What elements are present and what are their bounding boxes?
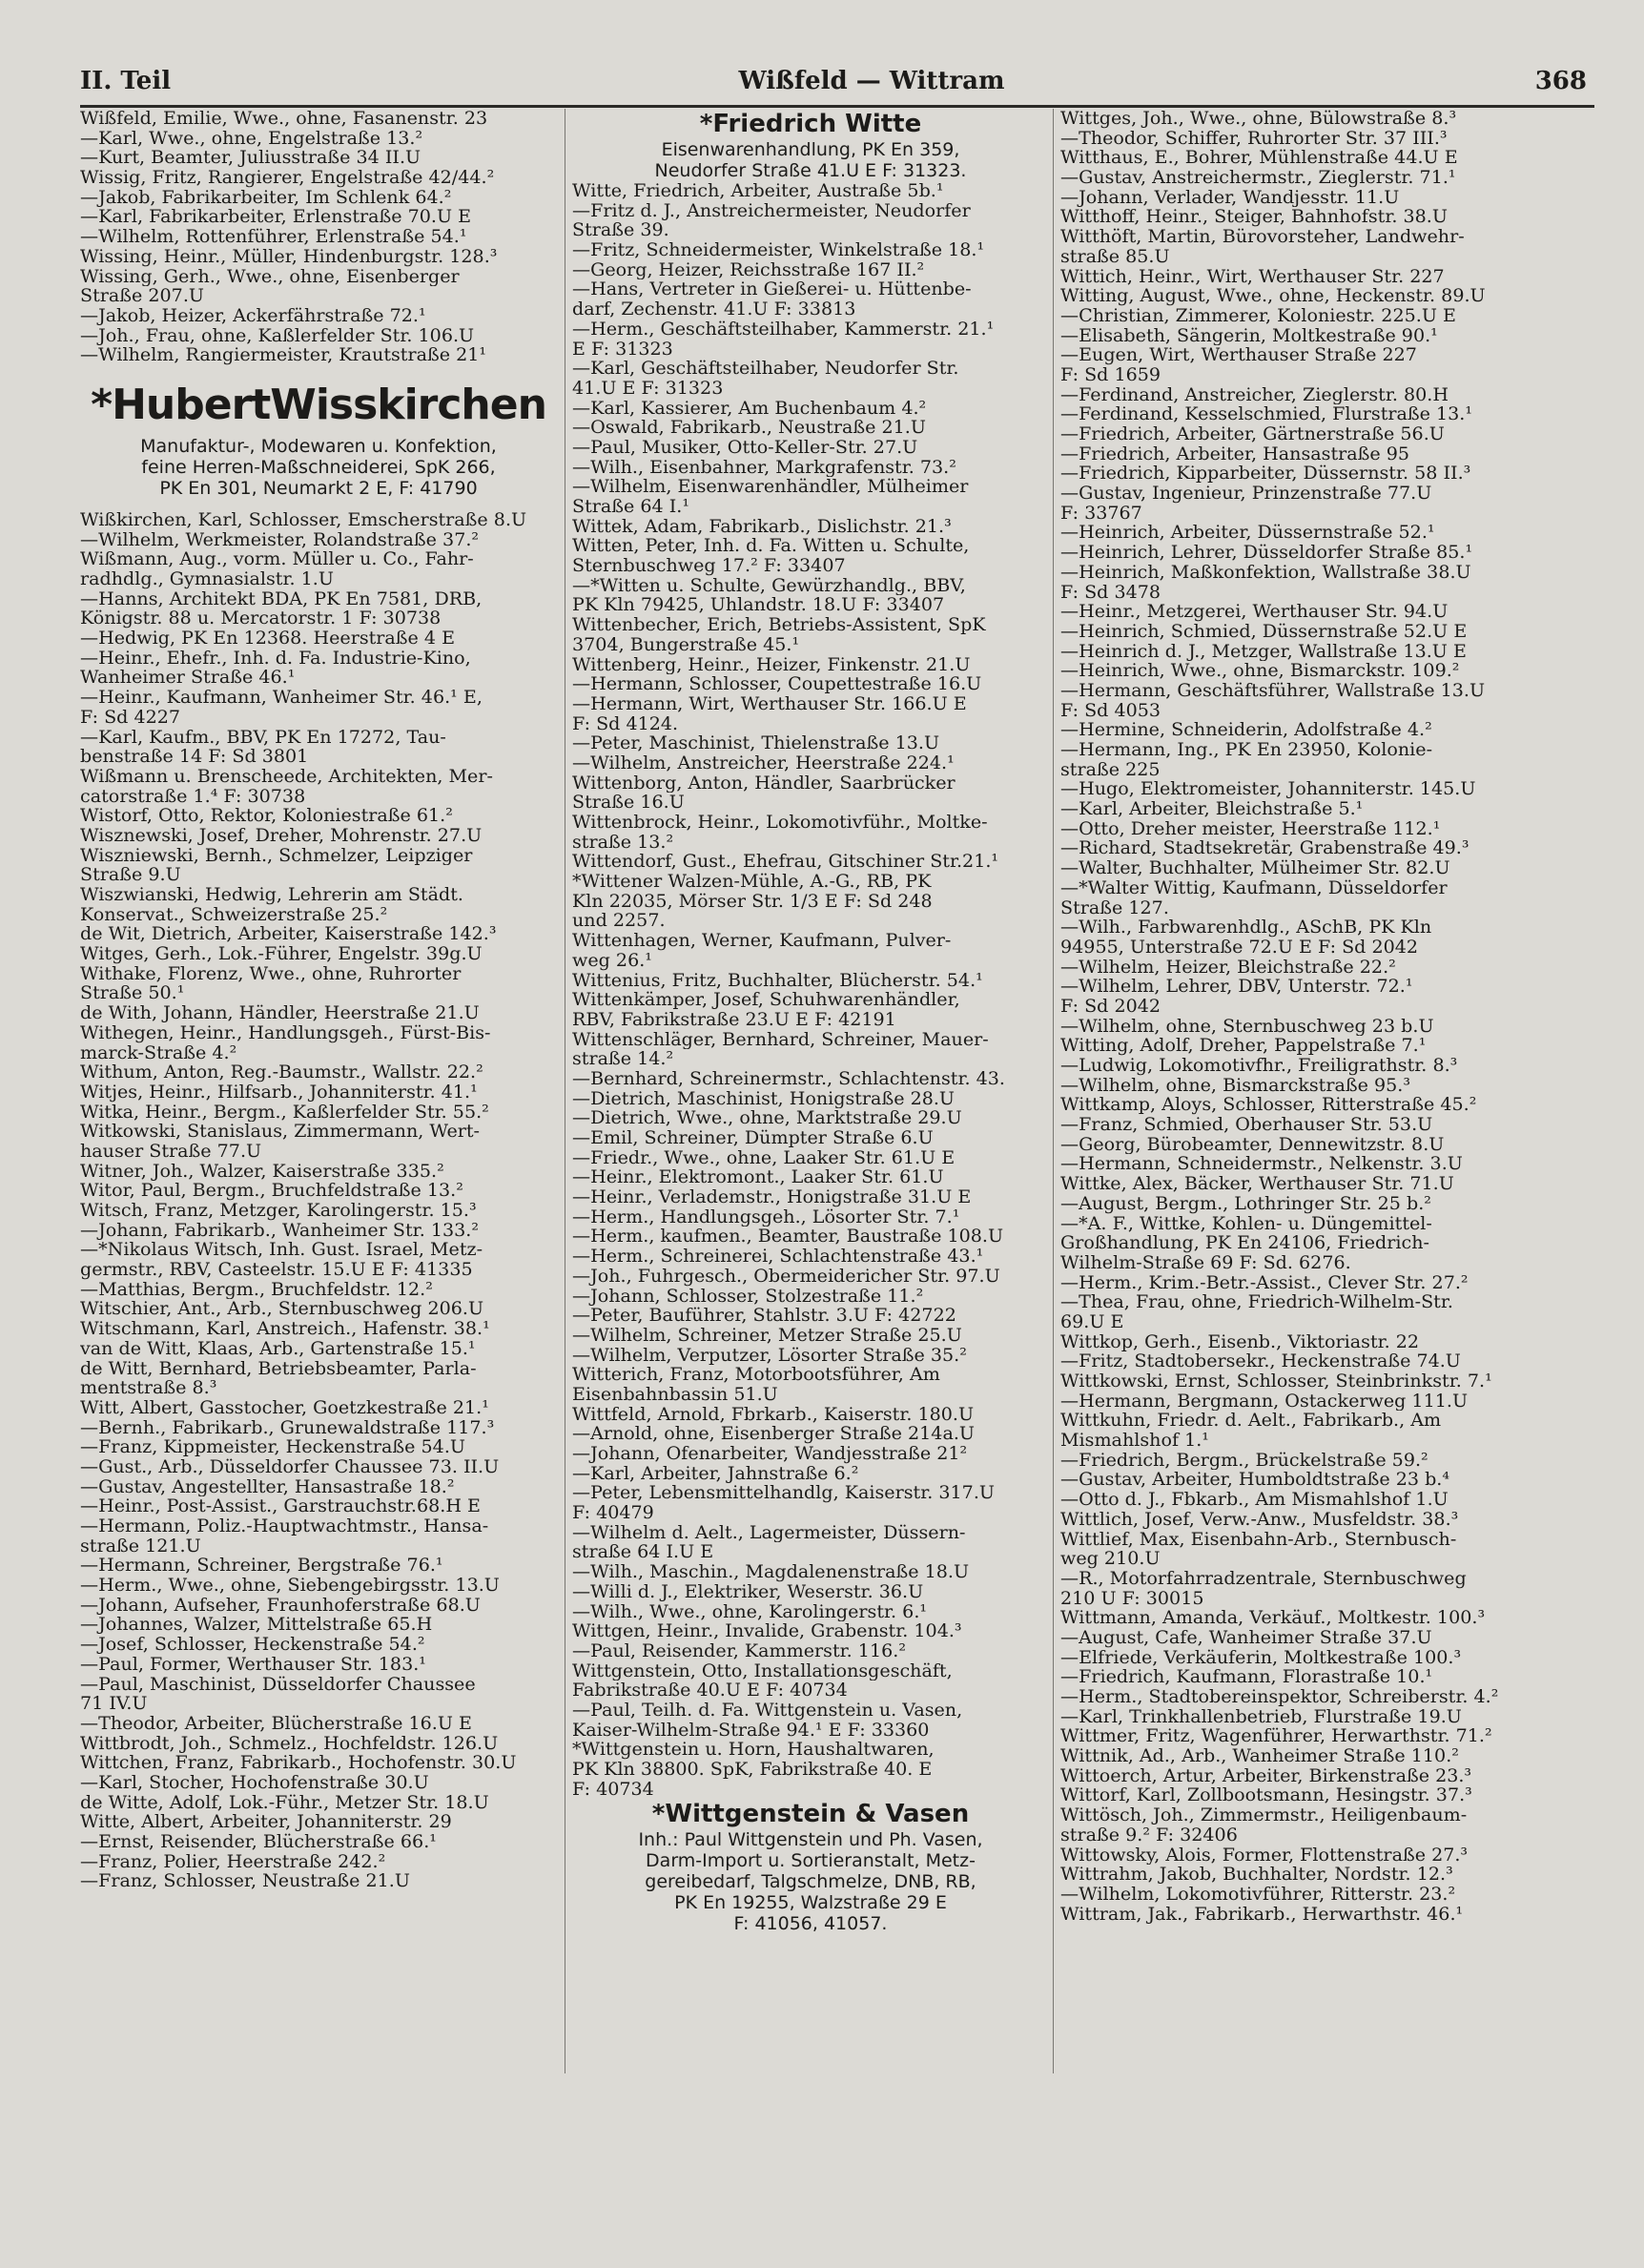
directory-entry-line: 3704, Bungerstraße 45.¹ bbox=[572, 634, 800, 655]
directory-entry-line: —Heinrich d. J., Metzger, Wallstraße 13.U E bbox=[1060, 641, 1467, 662]
directory-entry-line: Witterich, Franz, Motorbootsführer, Am bbox=[572, 1365, 940, 1385]
directory-entry-line: —Johann, Fabrikarb., Wanheimer Str. 133.² bbox=[80, 1220, 480, 1241]
directory-entry-line: —Johann, Schlosser, Stolzestraße 11.² bbox=[572, 1286, 924, 1307]
directory-entry-line: straße 13.² bbox=[572, 832, 674, 853]
directory-entry-line: —Paul, Former, Werthauser Str. 183.¹ bbox=[80, 1654, 426, 1675]
directory-entry-line: Witges, Gerh., Lok.-Führer, Engelstr. 39g.U bbox=[80, 944, 483, 964]
directory-entry-line: Witthöft, Martin, Bürovorsteher, Landwehr- bbox=[1060, 227, 1465, 247]
directory-entry-line: straße 9.² F: 32406 bbox=[1060, 1825, 1238, 1845]
directory-entry-line: —Gustav, Arbeiter, Humboldtstraße 23 b.⁴ bbox=[1060, 1470, 1450, 1491]
directory-entry-line: —Wilhelm, ohne, Bismarckstraße 95.³ bbox=[1060, 1075, 1411, 1096]
directory-entry-line: Straße 39. bbox=[572, 220, 669, 241]
directory-entry-line: Witting, August, Wwe., ohne, Heckenstr. 89.U bbox=[1060, 286, 1486, 306]
directory-entry-line: Withake, Florenz, Wwe., ohne, Ruhrorter bbox=[80, 963, 462, 984]
directory-entry-line: —Karl, Wwe., ohne, Engelstraße 13.² bbox=[80, 128, 423, 149]
directory-entry-line: —Karl, Fabrikarbeiter, Erlenstraße 70.U E bbox=[80, 207, 472, 228]
directory-entry-line: —Hermann, Geschäftsführer, Wallstraße 13.U bbox=[1060, 680, 1486, 701]
directory-entry-line: —Jakob, Fabrikarbeiter, Im Schlenk 64.² bbox=[80, 187, 452, 208]
directory-entry-line: straße 14.² bbox=[572, 1049, 674, 1069]
directory-entry-line: RBV, Fabrikstraße 23.U E F: 42191 bbox=[572, 1009, 896, 1030]
directory-entry-line: Fabrikstraße 40.U E F: 40734 bbox=[572, 1680, 848, 1701]
directory-entry-line: —Franz, Polier, Heerstraße 242.² bbox=[80, 1851, 386, 1872]
directory-entry-line: straße 121.U bbox=[80, 1536, 201, 1557]
directory-entry-line: PK Kln 38800. SpK, Fabrikstraße 40. E bbox=[572, 1760, 933, 1780]
directory-entry-line: —Georg, Bürobeamter, Dennewitzstr. 8.U bbox=[1060, 1134, 1445, 1155]
directory-entry-line: —*A. F., Wittke, Kohlen- u. Düngemittel- bbox=[1060, 1213, 1432, 1234]
directory-entry-line: F: Sd 1659 bbox=[1060, 364, 1161, 385]
directory-entry-line: —Friedrich, Kaufmann, Florastraße 10.¹ bbox=[1060, 1667, 1433, 1687]
ad-line: F: 41056, 41057. bbox=[733, 1913, 888, 1935]
column-1 bbox=[80, 109, 557, 1891]
directory-entry-line: 210 U F: 30015 bbox=[1060, 1588, 1204, 1609]
directory-entry-line: Wittkowski, Ernst, Schlosser, Steinbrinkstr. 7.¹ bbox=[1060, 1371, 1492, 1392]
directory-entry-line: Großhandlung, PK En 24106, Friedrich- bbox=[1060, 1233, 1429, 1253]
directory-entry-line: catorstraße 1.⁴ F: 30738 bbox=[80, 786, 306, 807]
directory-entry-line: —Franz, Schlosser, Neustraße 21.U bbox=[80, 1871, 410, 1892]
entry-list bbox=[572, 181, 1049, 1799]
directory-entry-line: Wittowsky, Alois, Former, Flottenstraße 27.³ bbox=[1060, 1845, 1469, 1866]
directory-entry-line: Wisznewski, Josef, Dreher, Mohrenstr. 27.U bbox=[80, 825, 483, 846]
directory-entry-line: F: Sd 4227 bbox=[80, 707, 181, 728]
directory-entry-line: —Wilhelm, Lehrer, DBV, Unterstr. 72.¹ bbox=[1060, 977, 1413, 997]
directory-entry-line: —Hermine, Schneiderin, Adolfstraße 4.² bbox=[1060, 720, 1432, 740]
directory-entry-line: —Herm., Stadtobereinspektor, Schreiberstr. 4.² bbox=[1060, 1687, 1499, 1707]
directory-entry-line: Wittke, Alex, Bäcker, Werthauser Str. 71.U bbox=[1060, 1174, 1454, 1194]
directory-entry-line: F: Sd 3478 bbox=[1060, 582, 1161, 603]
directory-entry-line: Witten, Peter, Inh. d. Fa. Witten u. Schulte, bbox=[572, 536, 970, 557]
directory-entry-line: Witte, Albert, Arbeiter, Johanniterstr. 29 bbox=[80, 1812, 452, 1832]
directory-entry-line: —Peter, Lebensmittelhandlg, Kaiserstr. 317.U bbox=[572, 1483, 995, 1504]
directory-entry-line: —*Nikolaus Witsch, Inh. Gust. Israel, Metz- bbox=[80, 1240, 483, 1261]
directory-entry-line: —Hermann, Bergmann, Ostackerweg 111.U bbox=[1060, 1391, 1469, 1412]
directory-entry-line: Wittenhagen, Werner, Kaufmann, Pulver- bbox=[572, 931, 952, 951]
directory-entry-line: Wittrahm, Jakob, Buchhalter, Nordstr. 12.³ bbox=[1060, 1865, 1453, 1885]
directory-entry-line: Witjes, Heinr., Hilfsarb., Johanniterstr. 41.¹ bbox=[80, 1082, 478, 1103]
directory-entry-line: —Hugo, Elektromeister, Johanniterstr. 145.U bbox=[1060, 779, 1476, 800]
directory-entry-line: benstraße 14 F: Sd 3801 bbox=[80, 747, 309, 767]
directory-entry-line: Wißkirchen, Karl, Schlosser, Emscherstraße 8.U bbox=[80, 509, 527, 530]
directory-entry-line: —Heinr., Metzgerei, Werthauser Str. 94.U bbox=[1060, 602, 1449, 622]
directory-entry-line: *Wittgenstein u. Horn, Haushaltwaren, bbox=[572, 1740, 935, 1760]
directory-entry-line: —Paul, Reisender, Kammerstr. 116.² bbox=[572, 1640, 906, 1661]
directory-entry-line: —Matthias, Bergm., Bruchfeldstr. 12.² bbox=[80, 1279, 433, 1300]
directory-entry-line: F: 33767 bbox=[1060, 503, 1142, 524]
directory-entry-line: Witsch, Franz, Metzger, Karolingerstr. 15.³ bbox=[80, 1201, 477, 1221]
directory-entry-line: Wittgen, Heinr., Invalide, Grabenstr. 104.³ bbox=[572, 1621, 962, 1641]
directory-entry-line: —Hans, Vertreter in Gießerei- u. Hüttenbe- bbox=[572, 279, 972, 300]
directory-entry-line: —Wilhelm, Rangiermeister, Krautstraße 21¹ bbox=[80, 345, 487, 365]
page-number: 368 bbox=[1534, 67, 1587, 95]
directory-entry-line: —Heinrich, Lehrer, Düsseldorfer Straße 85.¹ bbox=[1060, 543, 1473, 563]
directory-entry-line: —Gustav, Ingenieur, Prinzenstraße 77.U bbox=[1060, 484, 1432, 504]
directory-entry-line: —Paul, Musiker, Otto-Keller-Str. 27.U bbox=[572, 437, 918, 458]
section-label: II. Teil bbox=[80, 67, 172, 95]
ad-title: *Friedrich Witte bbox=[699, 110, 922, 138]
directory-entry-line: straße 85.U bbox=[1060, 246, 1170, 267]
directory-entry-line: Wittmer, Fritz, Wagenführer, Herwarthstr. 71.² bbox=[1060, 1726, 1492, 1747]
directory-entry-line: —Paul, Maschinist, Düsseldorfer Chaussee bbox=[80, 1674, 476, 1695]
directory-entry-line: —Heinr., Verlademstr., Honigstraße 31.U E bbox=[572, 1187, 972, 1207]
directory-entry-line: Wittenberg, Heinr., Heizer, Finkenstr. 21.U bbox=[572, 654, 971, 675]
directory-entry-line: Straße 9.U bbox=[80, 865, 181, 885]
ad-lines bbox=[80, 436, 557, 499]
ad-line: Darm-Import u. Sortieranstalt, Metz- bbox=[646, 1850, 976, 1872]
directory-entry-line: —Karl, Trinkhallenbetrieb, Flurstraße 19.U bbox=[1060, 1706, 1462, 1727]
directory-entry-line: —Elfriede, Verkäuferin, Moltkestraße 100.³ bbox=[1060, 1647, 1462, 1668]
directory-entry-line: 94955, Unterstraße 72.U E F: Sd 2042 bbox=[1060, 937, 1419, 958]
directory-entry-line: —Herm., kaufmen., Beamter, Baustraße 108.U bbox=[572, 1227, 1004, 1247]
ad-title: *Wittgenstein & Vasen bbox=[651, 1800, 970, 1829]
directory-entry-line: —*Witten u. Schulte, Gewürzhandlg., BBV, bbox=[572, 575, 966, 596]
directory-entry-line: —*Walter Wittig, Kaufmann, Düsseldorfer bbox=[1060, 877, 1448, 898]
directory-entry-line: —Heinr., Post-Assist., Garstrauchstr.68.H E bbox=[80, 1496, 481, 1516]
directory-entry-line: Mismahlshof 1.¹ bbox=[1060, 1431, 1209, 1451]
directory-entry-line: —Johann, Ofenarbeiter, Wandjesstraße 21² bbox=[572, 1444, 968, 1464]
advertisement-friedrich-witte bbox=[572, 109, 1049, 181]
directory-entry-line: Wittkuhn, Friedr. d. Aelt., Fabrikarb., Am bbox=[1060, 1411, 1442, 1432]
directory-entry-line: —Karl, Geschäftsteilhaber, Neudorfer Str. bbox=[572, 359, 959, 379]
directory-entry-line: —Hermann, Wirt, Werthauser Str. 166.U E bbox=[572, 693, 967, 714]
directory-entry-line: van de Witt, Klaas, Arb., Gartenstraße 15.¹ bbox=[80, 1338, 476, 1359]
directory-entry-line: und 2257. bbox=[572, 911, 666, 932]
directory-entry-line: Wittösch, Joh., Zimmermstr., Heiligenbaum- bbox=[1060, 1805, 1468, 1825]
directory-entry-line: Wittnik, Ad., Arb., Wanheimer Straße 110.² bbox=[1060, 1746, 1459, 1766]
directory-entry-line: —Hermann, Schreiner, Bergstraße 76.¹ bbox=[80, 1556, 443, 1577]
directory-entry-line: Witner, Joh., Walzer, Kaiserstraße 335.² bbox=[80, 1161, 444, 1182]
directory-entry-line: —R., Motorfahrradzentrale, Sternbuschweg bbox=[1060, 1568, 1467, 1589]
directory-entry-line: Wittenkämper, Josef, Schuhwarenhändler, bbox=[572, 990, 960, 1010]
directory-entry-line: —Wilhelm, Anstreicher, Heerstraße 224.¹ bbox=[572, 753, 955, 773]
directory-entry-line: Königstr. 88 u. Mercatorstr. 1 F: 30738 bbox=[80, 608, 442, 629]
directory-entry-line: —Wilh., Farbwarenhdlg., ASchB, PK Kln bbox=[1060, 918, 1432, 938]
directory-entry-line: Wittenius, Fritz, Buchhalter, Blücherstr. 54.¹ bbox=[572, 970, 983, 991]
directory-entry-line: de Witt, Bernhard, Betriebsbeamter, Parla- bbox=[80, 1358, 477, 1379]
directory-entry-line: Withegen, Heinr., Handlungsgeh., Fürst-Bis- bbox=[80, 1022, 491, 1043]
directory-entry-line: Wittfeld, Arnold, Fbrkarb., Kaiserstr. 180.U bbox=[572, 1404, 975, 1425]
spacer bbox=[80, 499, 557, 510]
directory-entry-line: —Wilhelm, Lokomotivführer, Ritterstr. 23.² bbox=[1060, 1884, 1456, 1905]
ad-line: gereibedarf, Talgschmelze, DNB, RB, bbox=[645, 1871, 976, 1893]
directory-entry-line: —Heinrich, Maßkonfektion, Wallstraße 38.U bbox=[1060, 562, 1471, 583]
directory-entry-line: —Emil, Schreiner, Dümpter Straße 6.U bbox=[572, 1128, 934, 1148]
directory-entry-line: straße 64 I.U E bbox=[572, 1542, 714, 1563]
column-2 bbox=[572, 109, 1049, 1934]
directory-entry-line: —Dietrich, Maschinist, Honigstraße 28.U bbox=[572, 1088, 956, 1109]
directory-entry-line: F: Sd 2042 bbox=[1060, 996, 1161, 1017]
directory-entry-line: —Fritz, Schneidermeister, Winkelstraße 18.¹ bbox=[572, 240, 985, 260]
directory-entry-line: —Theodor, Schiffer, Ruhrorter Str. 37 III.³ bbox=[1060, 128, 1448, 149]
directory-entry-line: —Heinrich, Wwe., ohne, Bismarckstr. 109.² bbox=[1060, 661, 1460, 681]
directory-entry-line: —Hanns, Architekt BDA, PK En 7581, DRB, bbox=[80, 588, 483, 609]
directory-entry-line: —Friedrich, Arbeiter, Hansastraße 95 bbox=[1060, 443, 1410, 464]
directory-entry-line: Straße 127. bbox=[1060, 897, 1169, 918]
directory-entry-line: Wittkamp, Aloys, Schlosser, Ritterstraße 45.² bbox=[1060, 1095, 1477, 1116]
directory-entry-line: —Karl, Kassierer, Am Buchenbaum 4.² bbox=[572, 398, 927, 419]
directory-entry-line: —Friedrich, Kipparbeiter, Düssernstr. 58 II.³ bbox=[1060, 464, 1471, 485]
directory-entry-line: *Wittener Walzen-Mühle, A.-G., RB, PK bbox=[572, 872, 932, 892]
directory-entry-line: —Bernhard, Schreinermstr., Schlachtenstr. 43. bbox=[572, 1068, 1005, 1089]
directory-entry-line: —Walter, Buchhalter, Mülheimer Str. 82.U bbox=[1060, 858, 1450, 878]
directory-entry-line: Eisenbahnbassin 51.U bbox=[572, 1384, 778, 1405]
directory-entry-line: Witthaus, E., Bohrer, Mühlenstraße 44.U E bbox=[1060, 148, 1458, 169]
directory-entry-line: —Wilhelm, Werkmeister, Rolandstraße 37.² bbox=[80, 529, 480, 550]
directory-entry-line: —Heinr., Ehefr., Inh. d. Fa. Industrie-Kino, bbox=[80, 648, 471, 669]
directory-entry-line: —Bernh., Fabrikarb., Grunewaldstraße 117.³ bbox=[80, 1417, 495, 1438]
column-3 bbox=[1060, 109, 1560, 1924]
directory-entry-line: —Arnold, ohne, Eisenberger Straße 214a.U bbox=[572, 1424, 975, 1444]
directory-entry-line: Wittmann, Amanda, Verkäuf., Moltkestr. 100.³ bbox=[1060, 1608, 1486, 1628]
directory-entry-line: —Wilhelm, Schreiner, Metzer Straße 25.U bbox=[572, 1325, 962, 1346]
directory-entry-line: Witor, Paul, Bergm., Bruchfeldstraße 13.² bbox=[80, 1181, 463, 1201]
directory-entry-line: marck-Straße 4.² bbox=[80, 1042, 237, 1063]
directory-entry-line: F: 40734 bbox=[572, 1779, 654, 1800]
directory-entry-line: —Thea, Frau, ohne, Friedrich-Wilhelm-Str. bbox=[1060, 1292, 1453, 1312]
directory-entry-line: de Wit, Dietrich, Arbeiter, Kaiserstraße 142.³ bbox=[80, 924, 497, 945]
directory-entry-line: F: Sd 4053 bbox=[1060, 700, 1161, 721]
directory-entry-line: —Joh., Frau, ohne, Kaßlerfelder Str. 106.U bbox=[80, 325, 475, 346]
directory-entry-line: —Eugen, Wirt, Werthauser Straße 227 bbox=[1060, 345, 1417, 365]
directory-entry-line: Kaiser-Wilhelm-Straße 94.¹ E F: 33360 bbox=[572, 1720, 930, 1741]
directory-entry-line: —Wilhelm, Heizer, Bleichstraße 22.² bbox=[1060, 957, 1396, 978]
advertisement-wisskirchen bbox=[80, 379, 557, 499]
directory-entry-line: Wanheimer Straße 46.¹ bbox=[80, 668, 296, 689]
directory-entry-line: —Wilh., Eisenbahner, Markgrafenstr. 73.² bbox=[572, 457, 956, 478]
directory-entry-line: —Oswald, Fabrikarb., Neustraße 21.U bbox=[572, 418, 926, 438]
directory-entry-line: —Karl, Arbeiter, Bleichstraße 5.¹ bbox=[1060, 799, 1364, 819]
directory-entry-line: —Karl, Kaufm., BBV, PK En 17272, Tau- bbox=[80, 727, 446, 748]
directory-entry-line: —Wilh., Wwe., ohne, Karolingerstr. 6.¹ bbox=[572, 1601, 928, 1622]
running-head: Wißfeld — Wittram bbox=[738, 67, 1005, 95]
directory-entry-line: —Johannes, Walzer, Mittelstraße 65.H bbox=[80, 1615, 433, 1636]
directory-entry-line: —Willi d. J., Elektriker, Weserstr. 36.U bbox=[572, 1581, 924, 1602]
directory-entry-line: —Friedr., Wwe., ohne, Laaker Str. 61.U E bbox=[572, 1147, 956, 1168]
directory-entry-line: 41.U E F: 31323 bbox=[572, 378, 724, 399]
directory-entry-line: —Karl, Stocher, Hochofenstraße 30.U bbox=[80, 1772, 429, 1793]
directory-entry-line: —Joh., Fuhrgesch., Obermeidericher Str. 97.U bbox=[572, 1266, 1000, 1287]
directory-entry-line: —Hermann, Ing., PK En 23950, Kolonie- bbox=[1060, 740, 1433, 760]
directory-entry-line: —Johann, Verlader, Wandjesstr. 11.U bbox=[1060, 187, 1400, 208]
directory-entry-line: —August, Cafe, Wanheimer Straße 37.U bbox=[1060, 1627, 1432, 1648]
directory-entry-line: Straße 64 I.¹ bbox=[572, 497, 690, 517]
directory-entry-line: —Friedrich, Arbeiter, Gärtnerstraße 56.U bbox=[1060, 424, 1445, 444]
directory-entry-line: mentstraße 8.³ bbox=[80, 1378, 217, 1398]
directory-entry-line: Wittenbecher, Erich, Betriebs-Assistent, SpK bbox=[572, 615, 986, 635]
directory-entry-line: Witkowski, Stanislaus, Zimmermann, Wert- bbox=[80, 1122, 481, 1142]
directory-entry-line: Wißfeld, Emilie, Wwe., ohne, Fasanenstr. 23 bbox=[80, 109, 488, 129]
directory-entry-line: Wittoerch, Artur, Arbeiter, Birkenstraße 23.³ bbox=[1060, 1765, 1472, 1786]
directory-entry-line: —Wilhelm, Verputzer, Lösorter Straße 35.² bbox=[572, 1345, 967, 1366]
directory-entry-line: Wissing, Heinr., Müller, Hindenburgstr. 128.³ bbox=[80, 246, 498, 267]
directory-entry-line: Straße 16.U bbox=[572, 793, 685, 813]
directory-entry-line: —Peter, Bauführer, Stahlstr. 3.U F: 42722 bbox=[572, 1306, 956, 1326]
directory-entry-line: Wißmann, Aug., vorm. Müller u. Co., Fahr- bbox=[80, 549, 474, 569]
directory-entry-line: —Herm., Wwe., ohne, Siebengebirgsstr. 13.U bbox=[80, 1576, 500, 1596]
directory-entry-line: —Elisabeth, Sängerin, Moltkestraße 90.¹ bbox=[1060, 325, 1438, 346]
directory-entry-line: —Peter, Maschinist, Thielenstraße 13.U bbox=[572, 733, 940, 753]
directory-entry-line: —Johann, Aufseher, Fraunhoferstraße 68.U bbox=[80, 1595, 481, 1616]
directory-entry-line: —Fritz d. J., Anstreichermeister, Neudorfer bbox=[572, 200, 971, 221]
directory-entry-line: Withum, Anton, Reg.-Baumstr., Wallstr. 22.² bbox=[80, 1062, 483, 1082]
directory-entry-line: darf, Zechenstr. 41.U F: 33813 bbox=[572, 299, 856, 320]
directory-entry-line: E F: 31323 bbox=[572, 339, 673, 360]
directory-entry-line: de Witte, Adolf, Lok.-Führ., Metzer Str. 18.U bbox=[80, 1792, 489, 1813]
directory-entry-line: Witka, Heinr., Bergm., Kaßlerfelder Str. 55.² bbox=[80, 1102, 489, 1123]
directory-entry-line: Straße 207.U bbox=[80, 286, 204, 306]
directory-entry-line: Wittges, Joh., Wwe., ohne, Bülowstraße 8.³ bbox=[1060, 109, 1457, 129]
directory-entry-line: weg 26.¹ bbox=[572, 950, 652, 971]
directory-entry-line: 69.U E bbox=[1060, 1311, 1124, 1332]
directory-entry-line: —Karl, Arbeiter, Jahnstraße 6.² bbox=[572, 1463, 859, 1484]
directory-entry-line: Wittram, Jak., Fabrikarb., Herwarthstr. 46.¹ bbox=[1060, 1904, 1464, 1925]
directory-entry-line: Straße 50.¹ bbox=[80, 983, 185, 1004]
ad-lines bbox=[572, 1829, 1049, 1934]
directory-entry-line: —Friedrich, Bergm., Brückelstraße 59.² bbox=[1060, 1450, 1428, 1471]
page-header bbox=[80, 67, 1587, 105]
directory-entry-line: Witschier, Ant., Arb., Sternbuschweg 206.U bbox=[80, 1299, 484, 1320]
directory-entry-line: —Hermann, Schlosser, Coupettestraße 16.U bbox=[572, 674, 982, 694]
directory-entry-line: —Wilhelm, ohne, Sternbuschweg 23 b.U bbox=[1060, 1016, 1434, 1037]
entry-list bbox=[1060, 109, 1560, 1924]
ad-title: *HubertWisskirchen bbox=[91, 380, 546, 429]
column-divider bbox=[1053, 109, 1054, 2073]
directory-entry-line: —Gustav, Anstreichermstr., Zieglerstr. 71.¹ bbox=[1060, 168, 1456, 188]
directory-entry-line: F: Sd 4124. bbox=[572, 713, 679, 734]
advertisement-wittgenstein-vasen bbox=[572, 1799, 1049, 1934]
directory-entry-line: Wittorf, Karl, Zollbootsmann, Hesingstr. 37.³ bbox=[1060, 1785, 1472, 1806]
directory-entry-line: —Fritz, Stadtobersekr., Heckenstraße 74.U bbox=[1060, 1351, 1461, 1371]
directory-entry-line: —Gustav, Angestellter, Hansastraße 18.² bbox=[80, 1476, 455, 1497]
directory-entry-line: Wittenborg, Anton, Händler, Saarbrücker bbox=[572, 773, 956, 794]
ad-lines bbox=[572, 139, 1049, 181]
directory-entry-line: Wittgenstein, Otto, Installationsgeschäft, bbox=[572, 1660, 953, 1681]
directory-entry-line: Wittchen, Franz, Fabrikarb., Hochofenstr. 30.U bbox=[80, 1753, 517, 1773]
directory-entry-line: —Herm., Krim.-Betr.-Assist., Clever Str. 27.² bbox=[1060, 1272, 1469, 1293]
ad-line: Inh.: Paul Wittgenstein und Ph. Vasen, bbox=[638, 1829, 983, 1851]
directory-entry-line: de With, Johann, Händler, Heerstraße 21.U bbox=[80, 1003, 480, 1023]
directory-entry-line: —Hedwig, PK En 12368. Heerstraße 4 E bbox=[80, 629, 456, 649]
directory-entry-line: —Wilh., Maschin., Magdalenenstraße 18.U bbox=[572, 1562, 970, 1582]
directory-entry-line: 71 IV.U bbox=[80, 1694, 148, 1714]
directory-entry-line: Wißmann u. Brenscheede, Architekten, Mer- bbox=[80, 766, 493, 787]
directory-entry-line: —Gust., Arb., Düsseldorfer Chaussee 73. II.U bbox=[80, 1456, 500, 1477]
directory-entry-line: Wittenschläger, Bernhard, Schreiner, Mauer- bbox=[572, 1029, 989, 1050]
directory-entry-line: Kln 22035, Mörser Str. 1/3 E F: Sd 248 bbox=[572, 891, 933, 912]
directory-entry-line: —Otto d. J., Fbkarb., Am Mismahlshof 1.U bbox=[1060, 1490, 1449, 1510]
ad-line: feine Herren-Maßschneiderei, SpK 266, bbox=[141, 456, 496, 478]
entry-list bbox=[80, 510, 557, 1891]
directory-entry-line: Wissig, Fritz, Rangierer, Engelstraße 42/44.² bbox=[80, 168, 495, 188]
directory-entry-line: Wilhelm-Straße 69 F: Sd. 6276. bbox=[1060, 1252, 1351, 1273]
directory-entry-line: —Heinrich, Schmied, Düssernstraße 52.U E bbox=[1060, 621, 1468, 642]
directory-entry-line: Wittendorf, Gust., Ehefrau, Gitschiner Str.21.¹ bbox=[572, 852, 999, 873]
directory-entry-line: —Josef, Schlosser, Heckenstraße 54.² bbox=[80, 1635, 425, 1655]
directory-entry-line: Wistorf, Otto, Rektor, Koloniestraße 61.² bbox=[80, 806, 453, 826]
header-rule bbox=[80, 105, 1594, 108]
directory-entry-line: —Wilhelm, Eisenwarenhändler, Mülheimer bbox=[572, 477, 969, 497]
directory-entry-line: —Herm., Schreinerei, Schlachtenstraße 43.¹ bbox=[572, 1247, 984, 1267]
directory-entry-line: Witthoff, Heinr., Steiger, Bahnhofstr. 38.U bbox=[1060, 207, 1448, 228]
directory-entry-line: —Paul, Teilh. d. Fa. Wittgenstein u. Vasen, bbox=[572, 1700, 963, 1721]
directory-entry-line: Wittenbrock, Heinr., Lokomotivführ., Moltke- bbox=[572, 813, 988, 833]
directory-entry-line: —Dietrich, Wwe., ohne, Marktstraße 29.U bbox=[572, 1108, 962, 1128]
directory-entry-line: —Ferdinand, Kesselschmied, Flurstraße 13.¹ bbox=[1060, 404, 1473, 424]
directory-entry-line: —Wilhelm d. Aelt., Lagermeister, Düssern- bbox=[572, 1522, 966, 1543]
ad-line: PK En 19255, Walzstraße 29 E bbox=[674, 1892, 947, 1914]
directory-entry-line: Witte, Friedrich, Arbeiter, Austraße 5b.¹ bbox=[572, 181, 944, 201]
directory-entry-line: PK Kln 79425, Uhlandstr. 18.U F: 33407 bbox=[572, 595, 945, 616]
directory-entry-line: —Heinr., Kaufmann, Wanheimer Str. 46.¹ E, bbox=[80, 688, 483, 708]
directory-entry-line: —Kurt, Beamter, Juliusstraße 34 II.U bbox=[80, 148, 421, 169]
ad-line: PK En 301, Neumarkt 2 E, F: 41790 bbox=[159, 477, 478, 499]
directory-entry-line: Wiszniewski, Bernh., Schmelzer, Leipziger bbox=[80, 845, 473, 866]
directory-entry-line: Witschmann, Karl, Anstreich., Hafenstr. 38.¹ bbox=[80, 1319, 490, 1339]
directory-entry-line: Wittkop, Gerh., Eisenb., Viktoriastr. 22 bbox=[1060, 1331, 1420, 1352]
entry-list bbox=[80, 109, 557, 365]
directory-entry-line: —Herm., Geschäftsteilhaber, Kammerstr. 21.¹ bbox=[572, 319, 995, 340]
directory-entry-line: —Georg, Heizer, Reichsstraße 167 II.² bbox=[572, 259, 925, 280]
directory-entry-line: —Hermann, Poliz.-Hauptwachtmstr., Hansa- bbox=[80, 1516, 489, 1536]
directory-entry-line: —Wilhelm, Rottenführer, Erlenstraße 54.¹ bbox=[80, 227, 467, 247]
directory-entry-line: straße 225 bbox=[1060, 759, 1161, 780]
directory-entry-line: Wiszwianski, Hedwig, Lehrerin am Städt. bbox=[80, 885, 463, 905]
directory-entry-line: —Jakob, Heizer, Ackerfährstraße 72.¹ bbox=[80, 305, 426, 326]
directory-entry-line: —Ferdinand, Anstreicher, Zieglerstr. 80.H bbox=[1060, 384, 1449, 405]
directory-entry-line: —Theodor, Arbeiter, Blücherstraße 16.U E bbox=[80, 1713, 472, 1734]
directory-entry-line: —Franz, Schmied, Oberhauser Str. 53.U bbox=[1060, 1115, 1433, 1135]
directory-entry-line: germstr., RBV, Casteelstr. 15.U E F: 41335 bbox=[80, 1260, 473, 1280]
directory-entry-line: —Ludwig, Lokomotivfhr., Freiligrathstr. 8.³ bbox=[1060, 1056, 1458, 1076]
directory-entry-line: —Ernst, Reisender, Blücherstraße 66.¹ bbox=[80, 1832, 437, 1852]
directory-entry-line: Konservat., Schweizerstraße 25.² bbox=[80, 904, 388, 925]
directory-entry-line: F: 40479 bbox=[572, 1503, 654, 1523]
directory-entry-line: Wittich, Heinr., Wirt, Werthauser Str. 227 bbox=[1060, 266, 1445, 287]
directory-entry-line: —Franz, Kippmeister, Heckenstraße 54.U bbox=[80, 1437, 465, 1457]
directory-entry-line: hauser Straße 77.U bbox=[80, 1141, 262, 1162]
directory-entry-line: Wittlief, Max, Eisenbahn-Arb., Sternbusch- bbox=[1060, 1529, 1457, 1550]
ad-line: Manufaktur-, Modewaren u. Konfektion, bbox=[140, 435, 497, 457]
directory-entry-line: Wittbrodt, Joh., Schmelz., Hochfeldstr. 126.U bbox=[80, 1733, 499, 1754]
directory-entry-line: —Herm., Handlungsgeh., Lösorter Str. 7.¹ bbox=[572, 1206, 960, 1227]
directory-entry-line: —August, Bergm., Lothringer Str. 25 b.² bbox=[1060, 1193, 1431, 1214]
directory-entry-line: —Otto, Dreher meister, Heerstraße 112.¹ bbox=[1060, 818, 1441, 839]
ad-line: Eisenwarenhandlung, PK En 359, bbox=[661, 139, 960, 160]
directory-entry-line: Witting, Adolf, Dreher, Pappelstraße 7.¹ bbox=[1060, 1036, 1427, 1056]
directory-entry-line: —Hermann, Schneidermstr., Nelkenstr. 3.U bbox=[1060, 1154, 1463, 1175]
directory-entry-line: —Heinr., Elektromont., Laaker Str. 61.U bbox=[572, 1167, 944, 1188]
directory-entry-line: —Christian, Zimmerer, Koloniestr. 225.U E bbox=[1060, 305, 1456, 326]
directory-entry-line: —Heinrich, Arbeiter, Düssernstraße 52.¹ bbox=[1060, 523, 1435, 544]
ad-line: Neudorfer Straße 41.U E F: 31323. bbox=[654, 160, 967, 181]
directory-entry-line: radhdlg., Gymnasialstr. 1.U bbox=[80, 569, 334, 589]
directory-entry-line: Witt, Albert, Gasstocher, Goetzkestraße 21.¹ bbox=[80, 1397, 489, 1418]
directory-entry-line: Wissing, Gerh., Wwe., ohne, Eisenberger bbox=[80, 266, 460, 287]
directory-entry-line: Sternbuschweg 17.² F: 33407 bbox=[572, 556, 846, 576]
directory-entry-line: Wittlich, Josef, Verw.-Anw., Musfeldstr. 38.³ bbox=[1060, 1509, 1459, 1530]
directory-entry-line: weg 210.U bbox=[1060, 1549, 1161, 1569]
directory-entry-line: —Richard, Stadtsekretär, Grabenstraße 49.³ bbox=[1060, 838, 1469, 859]
directory-entry-line: Wittek, Adam, Fabrikarb., Dislichstr. 21.³ bbox=[572, 516, 952, 537]
